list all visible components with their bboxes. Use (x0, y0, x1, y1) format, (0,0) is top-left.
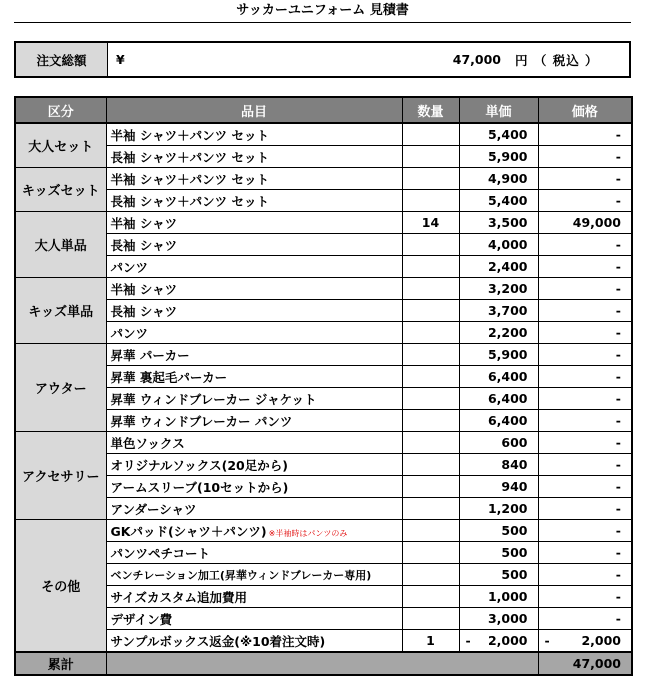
amount-value: - (615, 237, 621, 252)
item-name: パンツペチコート (110, 545, 211, 561)
item-name: 半袖 シャツ＋パンツ セット (110, 127, 269, 143)
qty-cell[interactable] (402, 366, 459, 388)
unit-price-value: 6,400 (487, 413, 528, 428)
estimate-table (14, 96, 633, 676)
item-name: デザイン費 (110, 611, 173, 627)
item-name: ベンチレーション加工(昇華ウィンドブレーカー専用) (110, 568, 372, 582)
table-header-row (15, 97, 632, 123)
category-cell: キッズ単品 (15, 278, 106, 344)
table-row (15, 520, 632, 542)
amount-cell (538, 168, 632, 190)
table-row (15, 630, 632, 653)
unit-price-cell (459, 344, 538, 366)
qty-cell[interactable] (402, 586, 459, 608)
unit-price-value: 5,900 (487, 347, 528, 362)
unit-price-value: 500 (501, 523, 528, 538)
table-row (15, 344, 632, 366)
unit-price-cell (459, 542, 538, 564)
amount-value: - (615, 193, 621, 208)
amount-cell (538, 322, 632, 344)
amount-cell (538, 344, 632, 366)
qty-cell[interactable] (402, 476, 459, 498)
unit-price-value: 3,700 (487, 303, 528, 318)
amount-cell (538, 542, 632, 564)
item-cell (106, 322, 402, 344)
item-name: 昇華 ウィンドブレーカー ジャケット (110, 391, 317, 407)
table-row (15, 146, 632, 168)
amount-cell (538, 498, 632, 520)
amount-value: - (615, 611, 621, 626)
amount-value: - (615, 127, 621, 142)
item-name: 長袖 シャツ＋パンツ セット (110, 149, 269, 165)
amount-value: - (615, 479, 621, 494)
amount-cell (538, 454, 632, 476)
unit-price-value: 2,200 (487, 325, 528, 340)
amount-value: - (615, 413, 621, 428)
summary-row (15, 652, 632, 675)
qty-cell[interactable] (402, 234, 459, 256)
table-row (15, 586, 632, 608)
amount-value: - (615, 457, 621, 472)
item-cell (106, 300, 402, 322)
table-row (15, 432, 632, 454)
unit-price-value: 940 (501, 479, 528, 494)
item-name: サンプルボックス返金(※10着注文時) (110, 633, 326, 649)
amount-cell (538, 630, 632, 653)
unit-price-cell (459, 366, 538, 388)
amount-cell (538, 476, 632, 498)
item-cell (106, 190, 402, 212)
item-name: 単色ソックス (110, 435, 185, 451)
table-body (15, 123, 632, 652)
minus-sign: - (465, 633, 471, 648)
unit-price-cell (459, 234, 538, 256)
amount-cell (538, 212, 632, 234)
qty-cell[interactable] (402, 322, 459, 344)
unit-price-cell (459, 322, 538, 344)
unit-price-value: 5,400 (487, 193, 528, 208)
category-cell: アウター (15, 344, 106, 432)
item-cell (106, 212, 402, 234)
table-row (15, 256, 632, 278)
amount-value: - (615, 523, 621, 538)
tax-included-label: 円 （ 税込 ） (515, 52, 599, 68)
qty-cell[interactable] (402, 300, 459, 322)
unit-price-cell (459, 300, 538, 322)
item-cell (106, 366, 402, 388)
item-name: 昇華 ウィンドブレーカー パンツ (110, 413, 293, 429)
amount-value: - (615, 325, 621, 340)
item-name: 昇華 パーカー (110, 347, 190, 363)
unit-price-value: 5,900 (487, 149, 528, 164)
amount-cell (538, 432, 632, 454)
header-category: 区分 (15, 97, 106, 123)
unit-price-cell (459, 498, 538, 520)
item-name: パンツ (110, 259, 149, 275)
unit-price-cell (459, 432, 538, 454)
unit-price-cell (459, 586, 538, 608)
table-row (15, 388, 632, 410)
category-cell: その他 (15, 520, 106, 653)
unit-price-cell (459, 146, 538, 168)
unit-price-value: 3,500 (487, 215, 528, 230)
title-underline (14, 22, 631, 23)
unit-price-cell (459, 564, 538, 586)
qty-cell[interactable] (402, 388, 459, 410)
amount-cell (538, 300, 632, 322)
qty-cell[interactable] (402, 520, 459, 542)
category-cell: 大人単品 (15, 212, 106, 278)
qty-cell[interactable] (402, 146, 459, 168)
item-cell (106, 432, 402, 454)
amount-value: 2,000 (581, 633, 621, 648)
summary-filler (106, 652, 538, 675)
amount-cell (538, 146, 632, 168)
amount-cell (538, 256, 632, 278)
table-row (15, 454, 632, 476)
order-total-table (14, 41, 631, 78)
amount-value: - (615, 259, 621, 274)
header-amount: 価格 (538, 97, 632, 123)
unit-price-value: 6,400 (487, 391, 528, 406)
yen-symbol: ¥ (108, 42, 177, 77)
item-name: GKパッド(シャツ＋パンツ) (110, 523, 267, 539)
amount-value: - (615, 545, 621, 560)
category-cell: キッズセット (15, 168, 106, 212)
item-cell (106, 586, 402, 608)
amount-value: - (615, 391, 621, 406)
amount-value: - (615, 501, 621, 516)
qty-cell[interactable] (402, 256, 459, 278)
amount-cell (538, 388, 632, 410)
header-qty: 数量 (402, 97, 459, 123)
unit-price-cell (459, 410, 538, 432)
unit-price-cell (459, 168, 538, 190)
unit-price-value: 500 (501, 545, 528, 560)
unit-price-value: 3,000 (487, 611, 528, 626)
qty-cell[interactable] (402, 498, 459, 520)
table-row (15, 123, 632, 146)
header-item: 品目 (106, 97, 402, 123)
table-row (15, 564, 632, 586)
item-name: 半袖 シャツ (110, 281, 178, 297)
unit-price-cell (459, 256, 538, 278)
item-cell (106, 278, 402, 300)
order-total-unit (515, 42, 630, 77)
amount-cell (538, 520, 632, 542)
item-cell (106, 542, 402, 564)
table-row (15, 608, 632, 630)
item-name: アンダーシャツ (110, 501, 197, 517)
unit-price-cell (459, 630, 538, 653)
qty-cell[interactable] (402, 344, 459, 366)
amount-cell (538, 586, 632, 608)
table-row (15, 168, 632, 190)
table-row (15, 278, 632, 300)
unit-price-value: 6,400 (487, 369, 528, 384)
qty-cell[interactable] (402, 168, 459, 190)
item-name: サイズカスタム追加費用 (110, 589, 248, 605)
amount-value: - (615, 281, 621, 296)
summary-label: 累計 (15, 652, 106, 675)
unit-price-value: 840 (501, 457, 528, 472)
unit-price-cell (459, 212, 538, 234)
table-row (15, 300, 632, 322)
table-row (15, 498, 632, 520)
item-cell (106, 344, 402, 366)
amount-value: - (615, 303, 621, 318)
qty-cell[interactable]: 1 (402, 630, 459, 653)
qty-cell[interactable] (402, 608, 459, 630)
amount-value: - (615, 149, 621, 164)
qty-cell[interactable] (402, 190, 459, 212)
item-cell (106, 168, 402, 190)
item-name: 長袖 シャツ (110, 303, 178, 319)
table-row (15, 322, 632, 344)
item-note: ※半袖時はパンツのみ (268, 528, 348, 538)
item-name: 半袖 シャツ＋パンツ セット (110, 171, 269, 187)
qty-cell[interactable]: 14 (402, 212, 459, 234)
amount-cell (538, 278, 632, 300)
item-name: アームスリーブ(10セットから) (110, 479, 289, 495)
unit-price-value: 600 (501, 435, 528, 450)
amount-cell (538, 608, 632, 630)
unit-price-value: 4,900 (487, 171, 528, 186)
item-cell (106, 476, 402, 498)
unit-price-value: 5,400 (487, 127, 528, 142)
qty-cell[interactable] (402, 410, 459, 432)
unit-price-cell (459, 190, 538, 212)
unit-price-cell (459, 123, 538, 146)
unit-price-value: 2,400 (487, 259, 528, 274)
unit-price-value: 3,200 (487, 281, 528, 296)
amount-cell (538, 234, 632, 256)
qty-cell[interactable] (402, 432, 459, 454)
unit-price-value: 500 (501, 567, 528, 582)
item-cell (106, 630, 402, 653)
amount-value: 49,000 (572, 215, 621, 230)
table-row (15, 212, 632, 234)
amount-value: - (615, 435, 621, 450)
document-title: サッカーユニフォーム 見積書 (236, 3, 409, 18)
item-cell (106, 123, 402, 146)
unit-price-cell (459, 278, 538, 300)
item-name: 長袖 シャツ＋パンツ セット (110, 193, 269, 209)
unit-price-value: 4,000 (487, 237, 528, 252)
item-cell (106, 454, 402, 476)
item-cell (106, 520, 402, 542)
item-name: 半袖 シャツ (110, 215, 178, 231)
table-row (15, 410, 632, 432)
unit-price-cell (459, 476, 538, 498)
minus-sign: - (544, 633, 550, 648)
item-name: 昇華 裏起毛パーカー (110, 369, 228, 385)
category-cell: アクセサリー (15, 432, 106, 520)
table-row (15, 190, 632, 212)
item-cell (106, 608, 402, 630)
amount-cell (538, 123, 632, 146)
item-name: パンツ (110, 325, 149, 341)
item-cell (106, 410, 402, 432)
amount-cell (538, 410, 632, 432)
summary-amount: 47,000 (538, 652, 632, 675)
table-row (15, 542, 632, 564)
amount-cell (538, 564, 632, 586)
qty-cell[interactable] (402, 123, 459, 146)
qty-cell[interactable] (402, 564, 459, 586)
amount-value: - (615, 589, 621, 604)
qty-cell[interactable] (402, 542, 459, 564)
header-unit-price: 単価 (459, 97, 538, 123)
qty-cell[interactable] (402, 278, 459, 300)
item-cell (106, 498, 402, 520)
amount-cell (538, 190, 632, 212)
table-row (15, 476, 632, 498)
order-total-label: 注文総額 (15, 42, 108, 77)
item-name: オリジナルソックス(20足から) (110, 457, 288, 473)
unit-price-value: 1,200 (487, 501, 528, 516)
amount-value: - (615, 567, 621, 582)
amount-value: - (615, 171, 621, 186)
table-row (15, 366, 632, 388)
item-cell (106, 234, 402, 256)
item-cell (106, 388, 402, 410)
unit-price-cell (459, 608, 538, 630)
order-total-amount: 47,000 (176, 42, 515, 77)
unit-price-value: 2,000 (487, 633, 528, 648)
amount-value: - (615, 369, 621, 384)
item-name: 長袖 シャツ (110, 237, 178, 253)
amount-value: - (615, 347, 621, 362)
unit-price-cell (459, 388, 538, 410)
qty-cell[interactable] (402, 454, 459, 476)
item-cell (106, 146, 402, 168)
table-row (15, 234, 632, 256)
item-cell (106, 256, 402, 278)
unit-price-cell (459, 454, 538, 476)
unit-price-value: 1,000 (487, 589, 528, 604)
unit-price-cell (459, 520, 538, 542)
item-cell (106, 564, 402, 586)
category-cell: 大人セット (15, 123, 106, 168)
amount-cell (538, 366, 632, 388)
